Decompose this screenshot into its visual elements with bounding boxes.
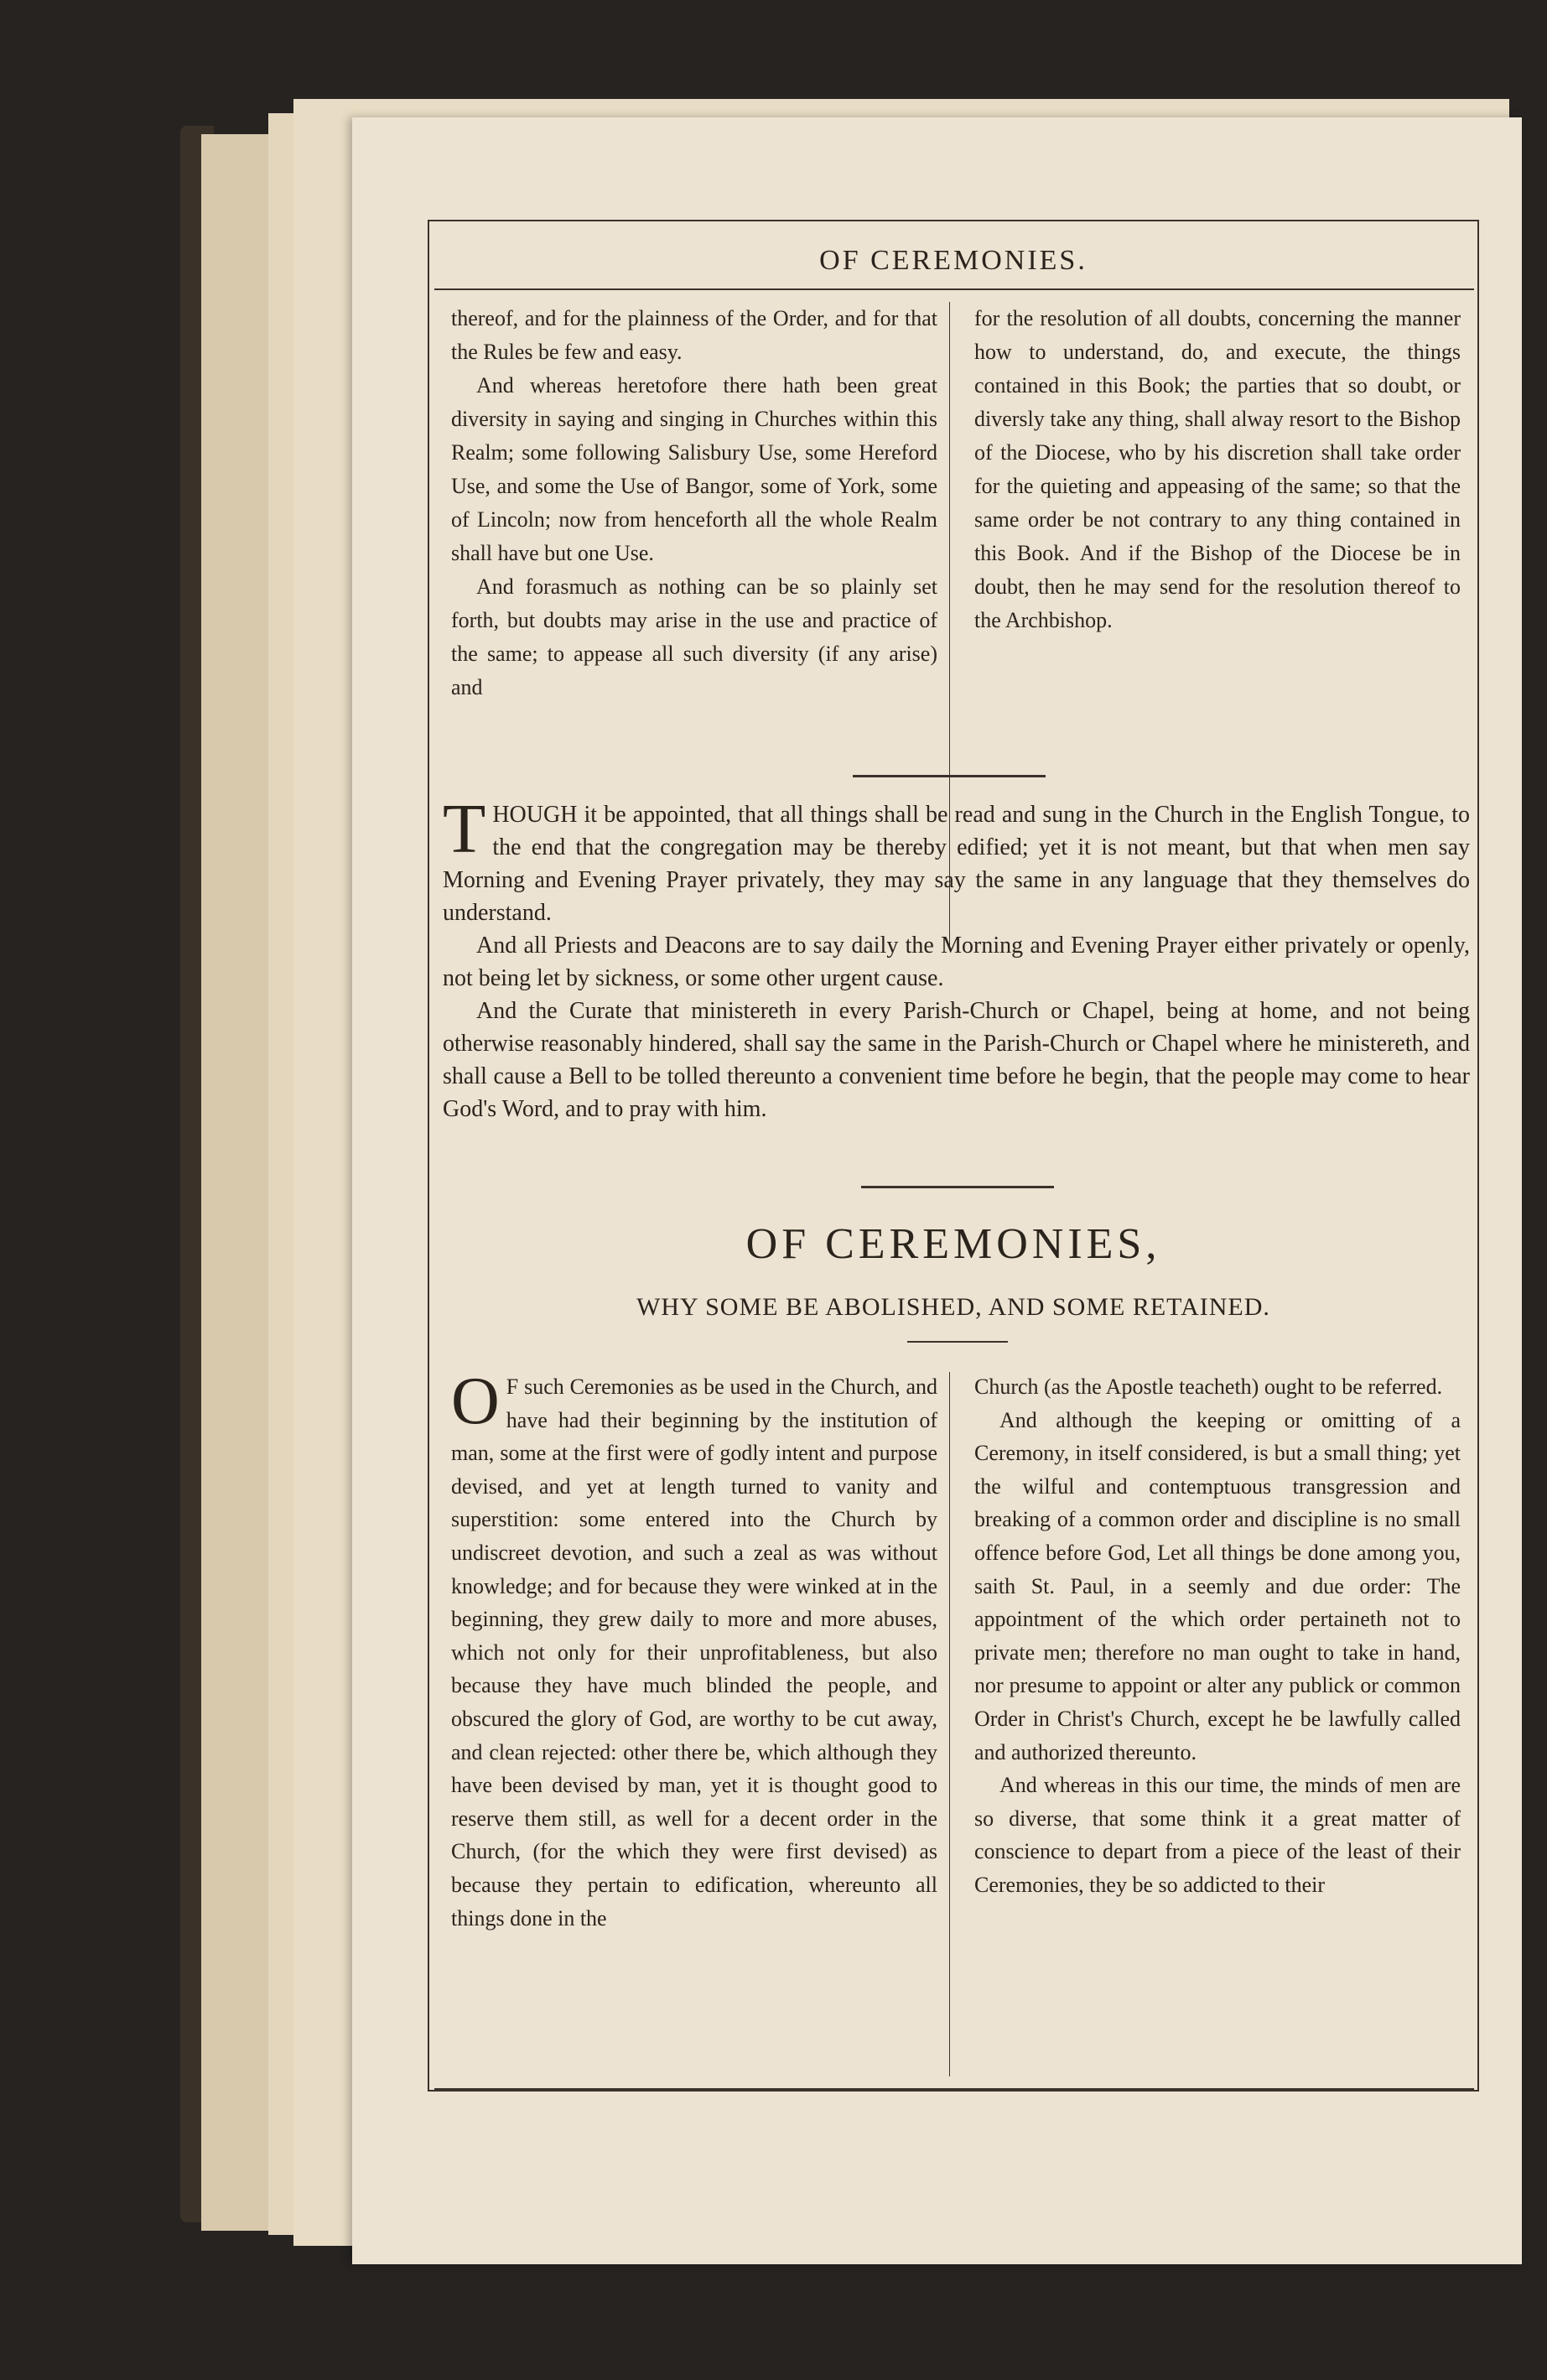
drop-cap: O (451, 1364, 500, 1438)
paragraph: And forasmuch as nothing can be so plainly set forth, but doubts may arise in the use and practice of the same; to appease all such diversity (if any arise) and (451, 574, 937, 699)
paragraph: And whereas heretofore there hath been great diversity in saying and singing in Churches within this Realm; some following Salisbury Use, some Hereford Use, and some the Use of Bangor, some of York, some of Lincoln; now from henceforth all the whole Realm shall have but one Use. (451, 373, 937, 565)
paragraph: And all Priests and Deacons are to say daily the Morning and Evening Prayer either privately or openly, not being let by sickness, or some other urgent cause. (443, 933, 1470, 991)
column-divider (949, 1372, 950, 2076)
paragraph: And the Curate that ministereth in every Parish-Church or Chapel, being at home, and not being otherwise reasonably hindered, shall say the same in the Parish-Church or Chapel where he ministereth, and shall cause a Bell to be tolled thereunto a convenient time before he begin, that the people may come to hear God's Word, and to pray with him. (443, 998, 1470, 1122)
paragraph: And whereas in this our time, the minds of men are so diverse, that some think it a great matter of conscience to depart from a piece of the least of their Ceremonies, they be so addicted to their (974, 1773, 1461, 1897)
section-title: OF CEREMONIES, (745, 1220, 1161, 1268)
top-right-column (974, 302, 1461, 637)
paragraph-text: HOUGH it be appointed, that all things shall be read and sung in the Church in the English Tongue, to the end that the congregation may be thereby edified; yet it is not meant, but that when men say Morning and Evening Prayer privately, they may say the same in any language that they themselves do understand. (443, 802, 1470, 926)
section-rule (853, 775, 1046, 777)
paragraph-text: F such Ceremonies as be used in the Church, and have had their beginning by the institution of man, some at the first were of godly intent and purpose devised, and yet at length turned to vanity and superstition: some entered into the Church by undiscreet devotion, and such a zeal as was without knowledge; and for because they were winked at in the beginning, they grew daily to more and more abuses, which not only for their unprofitableness, but also because they have much blinded the people, and obscured the glory of God, are worthy to be cut away, and clean rejected: other there be, which although they have been devised by man, yet it is thought good to reserve them still, as well for a decent order in the Church, (for the which they were first devised) as because they pertain to edification, whereunto all things done in the (451, 1374, 937, 1931)
full-width-text (443, 790, 1470, 1125)
top-left-column (451, 302, 937, 704)
text-frame (428, 220, 1479, 2092)
paragraph: for the resolution of all doubts, concerning the manner how to understand, do, and execute, the things contained in this Book; the parties that so doubt, or diversly take any thing, shall alway resort to the Bishop of the Diocese, who by his discretion shall take order for the quieting and appeasing of the same; so that the same order be not contrary to any thing contained in this Book. And if the Bishop of the Diocese be in doubt, then he may send for the resolution thereof to the Archbishop. (974, 306, 1461, 632)
paragraph (443, 790, 1470, 929)
section-rule (861, 1186, 1054, 1188)
drop-cap: T (443, 790, 486, 868)
paragraph: And although the keeping or omitting of a Ceremony, in itself considered, is but a small thing; yet the wilful and contemptuous transgression and breaking of a common order and discipline is no small offence before God, Let all things be done among you, saith St. Paul, in a seemly and due order: The appointment of the which order pertaineth not to private men; therefore no man ought to take in hand, nor presume to appoint or alter any publick or common Order in Christ's Church, except he be lawfully called and authorized thereunto. (974, 1407, 1461, 1764)
paragraph: thereof, and for the plainness of the Order, and for that the Rules be few and easy. (451, 306, 937, 364)
bottom-left-column (451, 1364, 937, 1935)
bottom-right-column (974, 1370, 1461, 1902)
section-rule (907, 1341, 1008, 1343)
paragraph: Church (as the Apostle teacheth) ought to be referred. (974, 1374, 1443, 1399)
head-rule (434, 288, 1474, 290)
bottom-rule (434, 2088, 1474, 2090)
running-head: OF CEREMONIES. (819, 245, 1088, 276)
section-subtitle: WHY SOME BE ABOLISHED, AND SOME RETAINED. (636, 1293, 1270, 1321)
paragraph (451, 1364, 937, 1935)
